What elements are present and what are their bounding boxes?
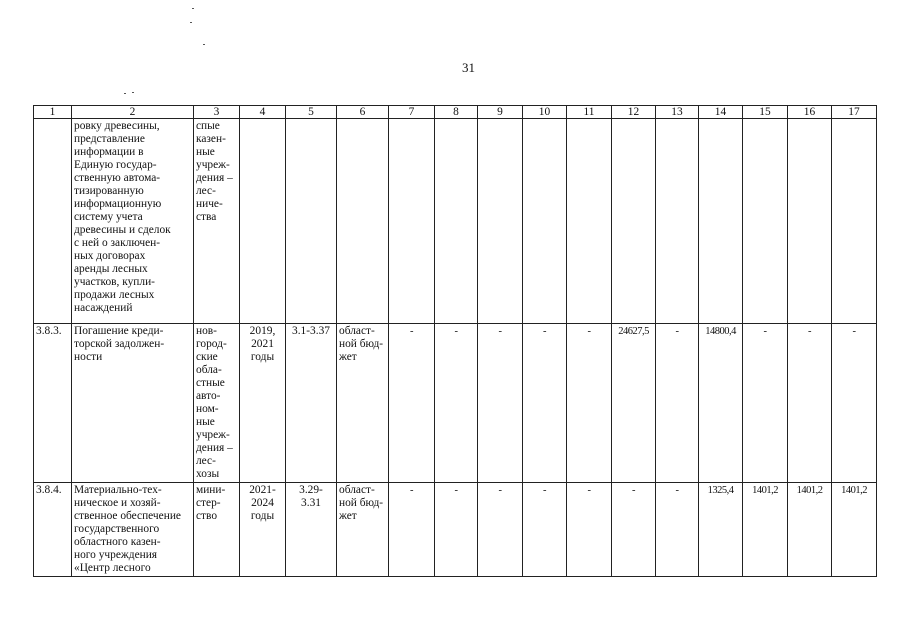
- column-header: 10: [523, 106, 567, 119]
- value-cell: -: [389, 483, 435, 577]
- value-cell: -: [743, 324, 788, 483]
- value-cell: -: [478, 324, 523, 483]
- table-row: [34, 483, 877, 577]
- value-cell: [389, 119, 435, 324]
- column-header: 1: [34, 106, 72, 119]
- column-header: 13: [656, 106, 699, 119]
- value-cell: -: [389, 324, 435, 483]
- value-cell: 1401,2: [832, 483, 877, 577]
- value-cell: -: [612, 483, 656, 577]
- value-cell: [478, 119, 523, 324]
- value-cell: 24627,5: [612, 324, 656, 483]
- scan-speck: [203, 44, 205, 45]
- column-header: 15: [743, 106, 788, 119]
- value-cell: [743, 119, 788, 324]
- column-header: 4: [240, 106, 286, 119]
- column-header: 16: [788, 106, 832, 119]
- column-header: 9: [478, 106, 523, 119]
- measure-name: Погашение креди- торской задолжен- ности: [72, 324, 194, 483]
- header-row: [34, 106, 877, 119]
- target-indicator: [286, 119, 337, 324]
- value-cell: [435, 119, 478, 324]
- value-cell: 14800,4: [699, 324, 743, 483]
- value-cell: -: [435, 324, 478, 483]
- value-cell: [567, 119, 612, 324]
- column-header: 3: [194, 106, 240, 119]
- funding-source: [337, 119, 389, 324]
- years: [240, 119, 286, 324]
- funding-source: област- ной бюд- жет: [337, 483, 389, 577]
- years: 2021- 2024 годы: [240, 483, 286, 577]
- column-header: 17: [832, 106, 877, 119]
- column-header: 6: [337, 106, 389, 119]
- value-cell: -: [656, 324, 699, 483]
- scan-speck: [132, 92, 134, 93]
- value-cell: -: [567, 483, 612, 577]
- executor: мини- стер- ство: [194, 483, 240, 577]
- value-cell: -: [656, 483, 699, 577]
- value-cell: -: [788, 324, 832, 483]
- table-row: [34, 324, 877, 483]
- page-number: 31: [462, 60, 475, 75]
- value-cell: 1401,2: [788, 483, 832, 577]
- row-id: [34, 119, 72, 324]
- row-id: 3.8.3.: [34, 324, 72, 483]
- value-cell: [832, 119, 877, 324]
- value-cell: [523, 119, 567, 324]
- table-row: [34, 119, 877, 324]
- value-cell: -: [478, 483, 523, 577]
- scan-speck: [124, 93, 126, 94]
- scan-speck: [192, 8, 194, 9]
- column-header: 11: [567, 106, 612, 119]
- row-id: 3.8.4.: [34, 483, 72, 577]
- column-header: 14: [699, 106, 743, 119]
- value-cell: [788, 119, 832, 324]
- value-cell: -: [567, 324, 612, 483]
- funding-source: област- ной бюд- жет: [337, 324, 389, 483]
- measure-name: ровку древесины, представление информации в Единую государ- ственную автома- тизированную информационную систему учета древесины и сделок с ней о заключен- ных договорах аренды лесных участков, купли- продажи лесных насаждений: [72, 119, 194, 324]
- value-cell: [656, 119, 699, 324]
- target-indicator: 3.1-3.37: [286, 324, 337, 483]
- column-header: 8: [435, 106, 478, 119]
- measure-name: Материально-тех- ническое и хозяй- ственное обеспечение государственного областного казен- ного учреждения «Центр лесного: [72, 483, 194, 577]
- value-cell: 1325,4: [699, 483, 743, 577]
- column-header: 7: [389, 106, 435, 119]
- executor: нов- город- ские обла- стные авто- ном- ные учреж- дения – лес- хозы: [194, 324, 240, 483]
- value-cell: 1401,2: [743, 483, 788, 577]
- value-cell: -: [523, 324, 567, 483]
- budget-table: [33, 105, 877, 577]
- value-cell: [612, 119, 656, 324]
- target-indicator: 3.29- 3.31: [286, 483, 337, 577]
- years: 2019, 2021 годы: [240, 324, 286, 483]
- executor: спые казен- ные учреж- дения – лес- ниче- ства: [194, 119, 240, 324]
- column-header: 2: [72, 106, 194, 119]
- value-cell: -: [523, 483, 567, 577]
- column-header: 12: [612, 106, 656, 119]
- value-cell: -: [435, 483, 478, 577]
- value-cell: [699, 119, 743, 324]
- scan-speck: [190, 22, 192, 23]
- column-header: 5: [286, 106, 337, 119]
- value-cell: -: [832, 324, 877, 483]
